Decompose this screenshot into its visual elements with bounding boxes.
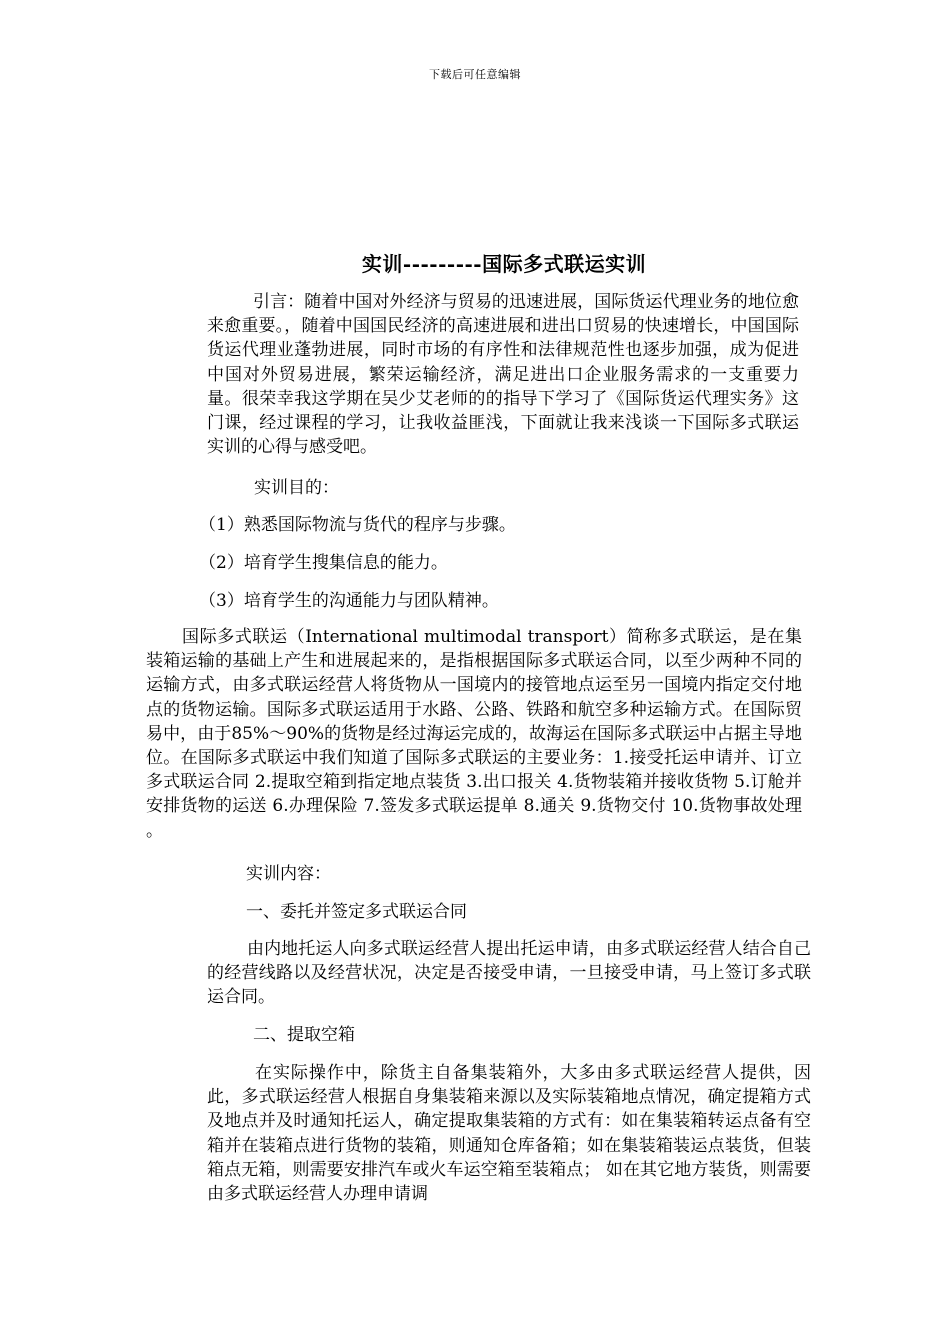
aim-item-3: （3）培育学生的沟通能力与团队精神。: [199, 591, 499, 611]
section-2-paragraph: 在实际操作中，除货主自备集装箱外，大多由多式联运经营人提供，因此，多式联运经营人根据自身集装箱来源以及实际装箱地点情况，确定提箱方式及地点并及时通知托运人，确定提取集装箱的方式有：如在集装箱转运点备有空箱并在装箱点进行货物的装箱，则通知仓库备箱；如在集装箱装运点装货，但装箱点无箱，则需要安排汽车或火车运空箱至装箱点； 如在其它地方装货，则需要由多式联运经营人办理申请调: [207, 1063, 811, 1205]
aim-heading: 实训目的：: [254, 478, 339, 498]
page-header-note: 下载后可任意编辑: [429, 68, 521, 81]
aim-item-2: （2）培育学生搜集信息的能力。: [199, 553, 448, 573]
section-2-heading: 二、提取空箱: [253, 1025, 355, 1045]
section-1-heading: 一、委托并签定多式联运合同: [246, 902, 467, 922]
intro-paragraph: 引言：随着中国对外经济与贸易的迅速进展，国际货运代理业务的地位愈来愈重要。，随着中国国民经济的高速进展和进出口贸易的快速增长，中国国际货运代理业蓬勃进展，同时市场的有序性和法律规范性也逐步加强，成为促进中国对外贸易进展，繁荣运输经济，满足进出口企业服务需求的一支重要力量。很荣幸我这学期在吴少艾老师的的指导下学习了《国际货运代理实务》这门课，经过课程的学习，让我收益匪浅，下面就让我来浅谈一下国际多式联运实训的心得与感受吧。: [207, 292, 799, 458]
document-title: 实训---------国际多式联运实训: [361, 252, 647, 276]
definition-paragraph: 国际多式联运（International multimodal transport）简称多式联运，是在集装箱运输的基础上产生和进展起来的，是指根据国际多式联运合同，以至少两种不同的运输方式，由多式联运经营人将货物从一国境内的接管地点运至另一国境内指定交付地点的货物运输。国际多式联运适用于水路、公路、铁路和航空多种运输方式。在国际贸易中，由于85%～90%的货物是经过海运完成的，故海运在国际多式联运中占据主导地位。在国际多式联运中我们知道了国际多式联运的主要业务：1.接受托运申请并、订立多式联运合同 2.提取空箱到指定地点装货 3.出口报关 4.货物装箱并接收货物 5.订舱并安排货物的运送 6.办理保险 7.签发多式联运提单 8.通关 9.货物交付 10.货物事故处理 。: [146, 627, 802, 841]
content-heading: 实训内容：: [246, 864, 331, 884]
aim-item-1: （1）熟悉国际物流与货代的程序与步骤。: [199, 515, 516, 535]
section-1-paragraph: 由内地托运人向多式联运经营人提出托运申请，由多式联运经营人结合自己的经营线路以及经营状况，决定是否接受申请，一旦接受申请，马上签订多式联运合同。: [207, 939, 811, 1008]
